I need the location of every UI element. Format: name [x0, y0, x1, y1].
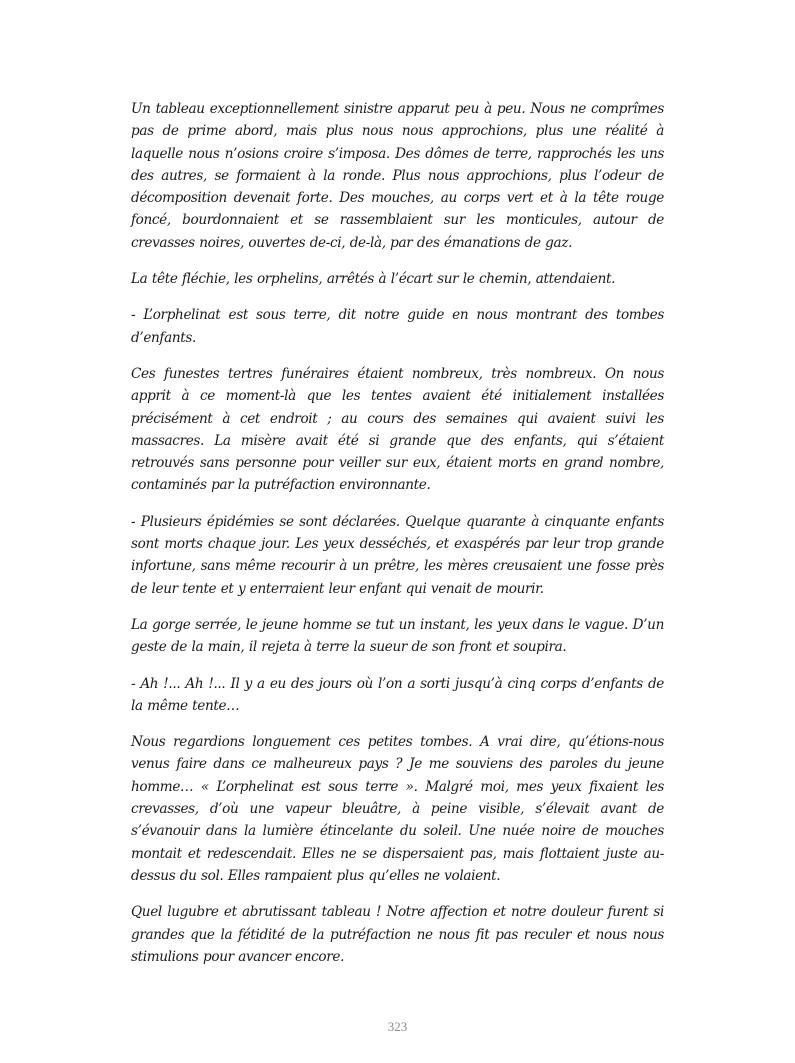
page-number: 323 — [387, 1019, 408, 1034]
paragraph-1: Un tableau exceptionnellement sinistre apparut peu à peu. Nous ne comprîmes pas de prime abord, mais plus nous nous approchions, plus une réalité à laquelle nous n’osions croire s’imposa. Des dômes de terre, rapprochés les uns des autres, se formaient à la ronde. Plus nous approchions, plus l’odeur de décomposition devenait forte. Des mouches, au corps vert et à la tête rouge foncé, bourdonnaient et se rassemblaient sur les monticules, autour de crevasses noires, ouvertes de-ci, de-là, par des émanations de gaz. — [131, 101, 664, 251]
paragraph-4: Ces funestes tertres funéraires étaient nombreux, très nombreux. On nous apprit à ce moment-là que les tentes avaient été initialement installées précisément à cet endroit ; au cours des semaines qui avaient suivi les massacres. La misère avait été si grande que des enfants, qui s’étaient retrouvés sans personne pour veiller sur eux, étaient morts en grand nombre, contaminés par la putréfaction environnante. — [131, 365, 664, 494]
paragraph-9: Quel lugubre et abrutissant tableau ! Notre affection et notre douleur furent si grandes que la fétidité de la putréfaction ne nous fit pas reculer et nous nous stimulions pour avancer encore. — [131, 904, 664, 965]
body-text — [131, 98, 664, 982]
paragraph-3: - L’orphelinat est sous terre, dit notre guide en nous montrant des tombes d’enfants. — [131, 307, 664, 346]
paragraph-8: Nous regardions longuement ces petites tombes. A vrai dire, qu’étions-nous venus faire dans ce malheureux pays ? Je me souviens des paroles du jeune homme… « L’orphelinat est sous terre ». Malgré moi, mes yeux fixaient les crevasses, d’où une vapeur bleuâtre, à peine visible, s’élevait avant de s’évanouir dans la lumière étincelante du soleil. Une nuée noire de mouches montait et redescendait. Elles ne se dispersaient pas, mais flottaient juste au-dessus du sol. Elles rampaient plus qu’elles ne volaient. — [131, 734, 664, 884]
paragraph-5: - Plusieurs épidémies se sont déclarées. Quelque quarante à cinquante enfants sont morts chaque jour. Les yeux desséchés, et exaspérés par leur trop grande infortune, sans même recourir à un prêtre, les mères creusaient une fosse près de leur tente et y enterraient leur enfant qui venait de mourir. — [131, 513, 664, 597]
paragraph-7: - Ah !... Ah !... Il y a eu des jours où l’on a sorti jusqu’à cinq corps d’enfants de la même tente… — [131, 675, 664, 714]
paragraph-6: La gorge serrée, le jeune homme se tut un instant, les yeux dans le vague. D’un geste de la main, il rejeta à terre la sueur de son front et soupira. — [131, 616, 664, 656]
paragraph-2: La tête fléchie, les orphelins, arrêtés à l’écart sur le chemin, attendaient. — [131, 271, 616, 288]
